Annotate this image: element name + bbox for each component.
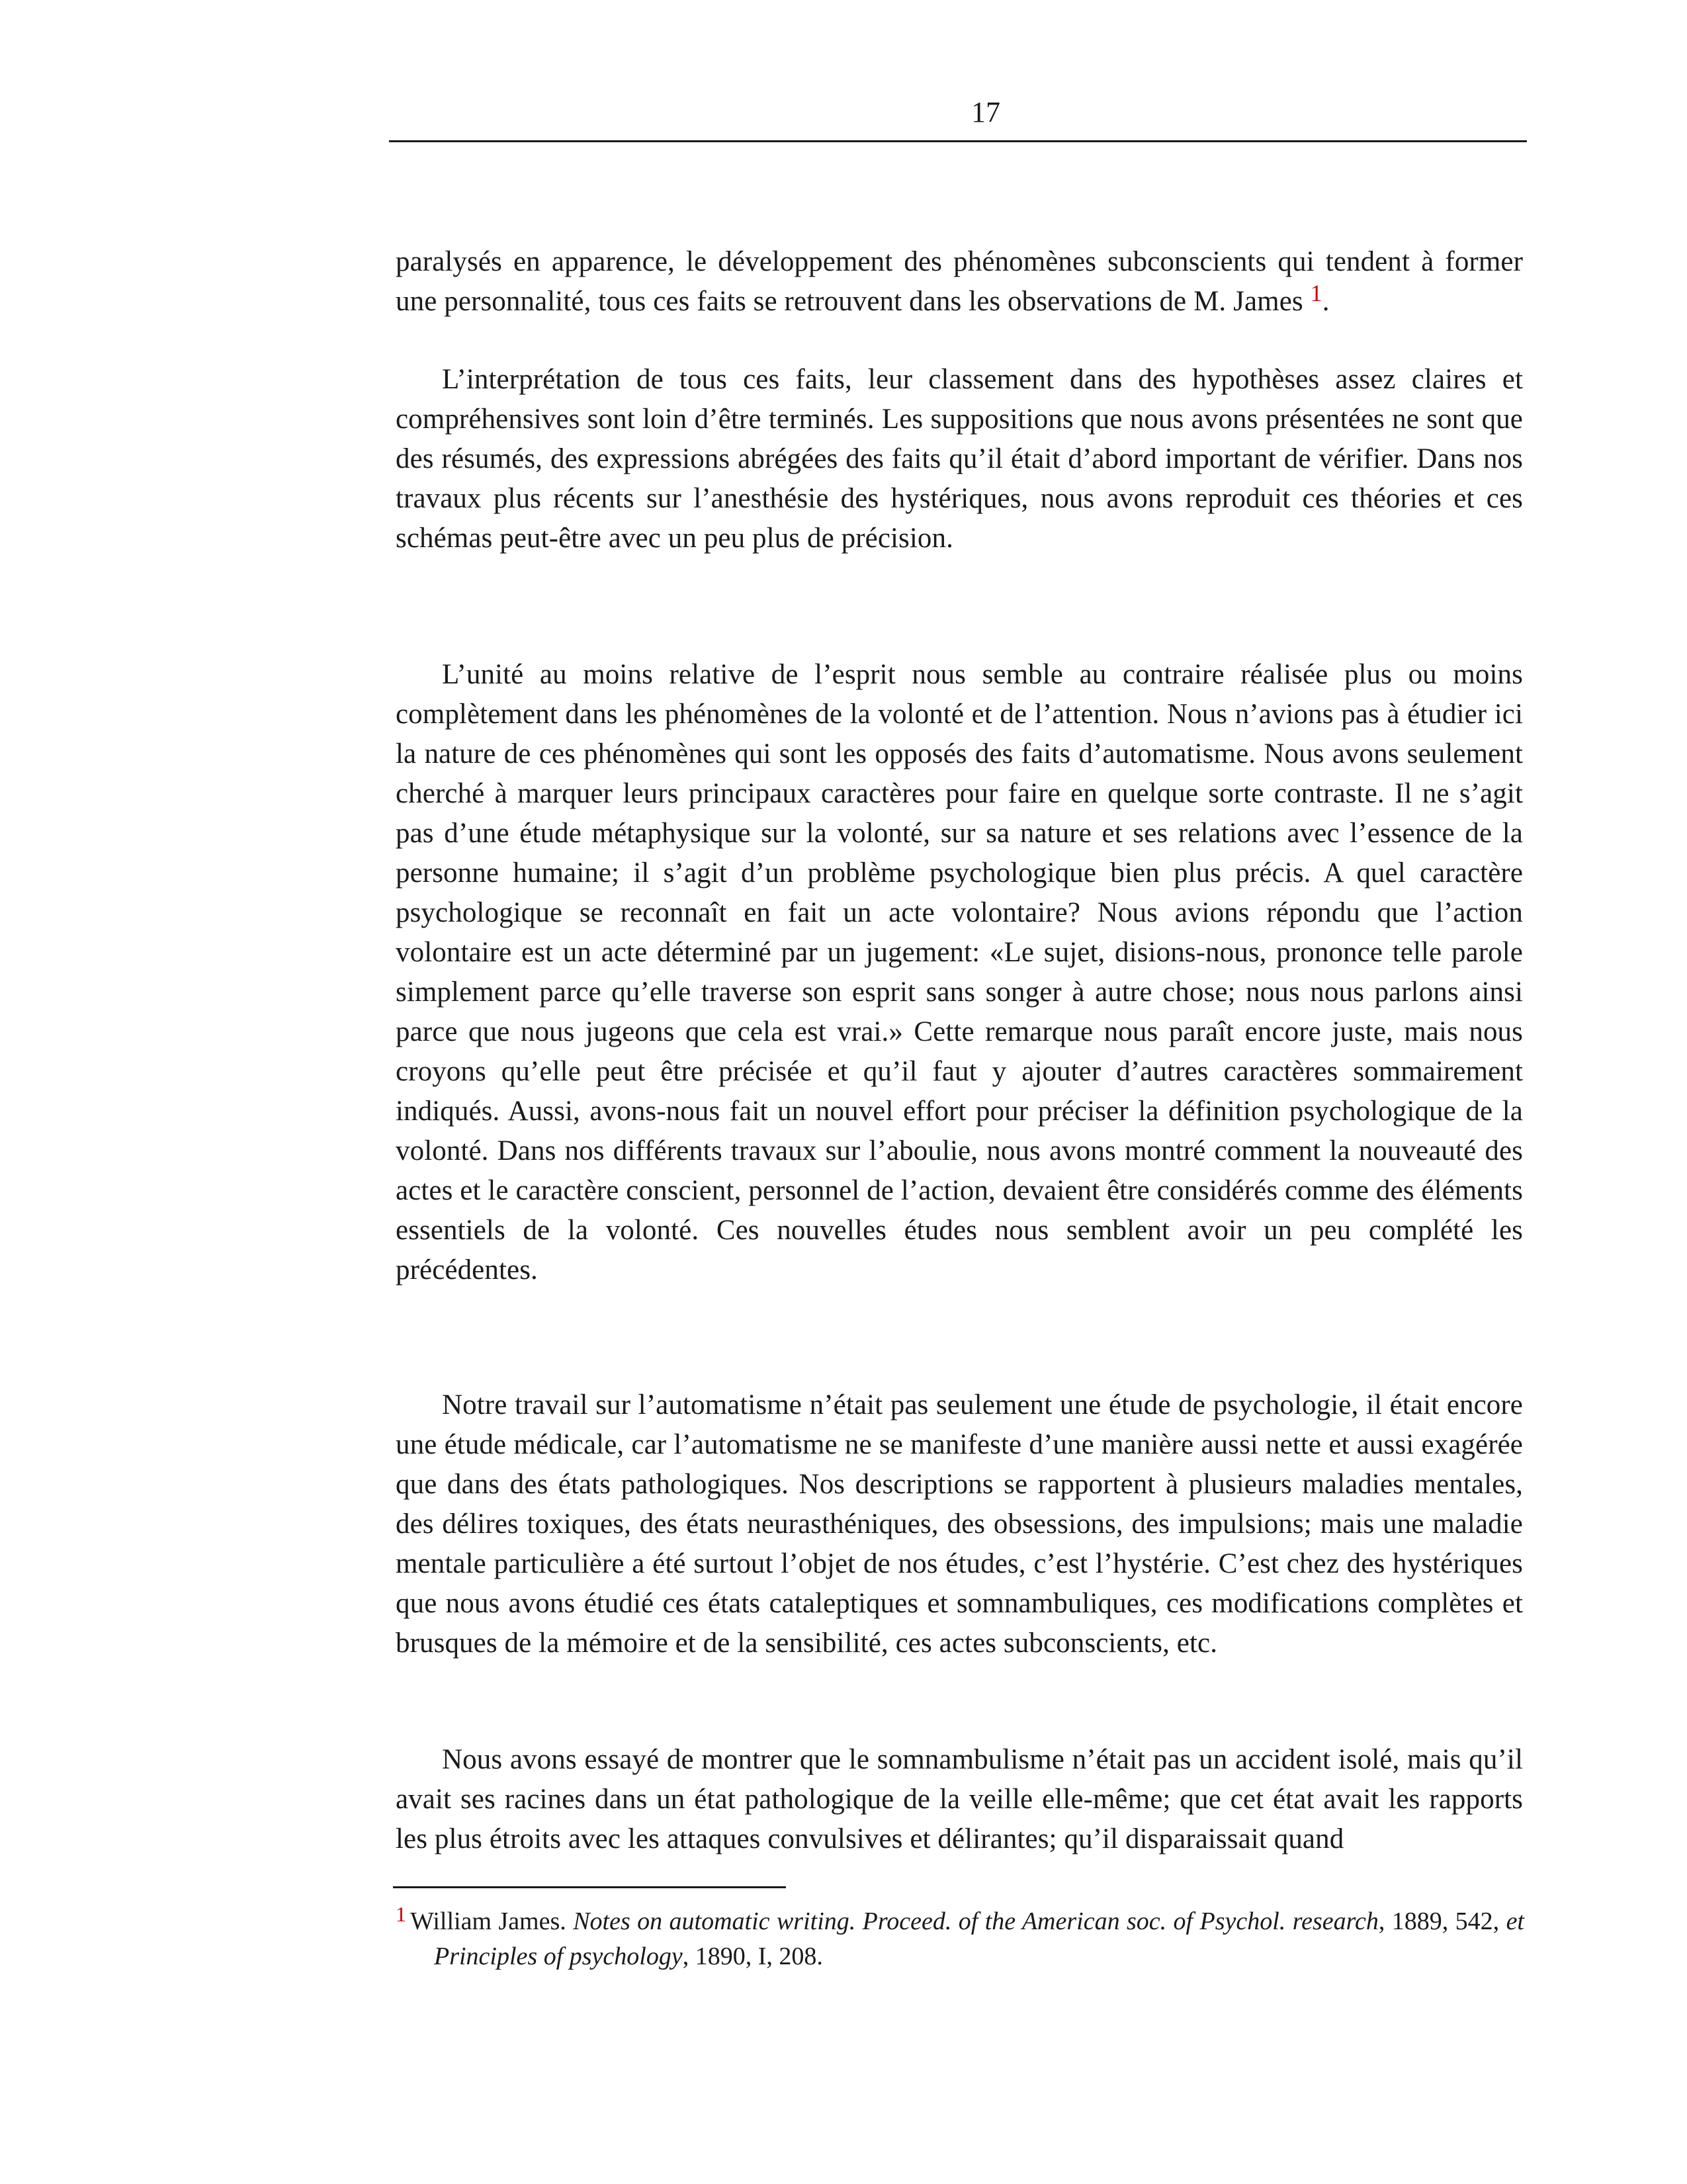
footnote-reference[interactable]: 1 <box>1310 280 1322 306</box>
paragraph-text: paralysés en apparence, le développement des phénomènes subconscients qui tendent à former une personnalité, tous ces faits se retrouvent dans les observations de M. James <box>396 246 1523 317</box>
footnote-mark: 1 <box>396 1902 406 1926</box>
paragraph-end: . <box>1322 286 1330 317</box>
page-number: 17 <box>971 96 1000 128</box>
footnote <box>396 1904 1524 1974</box>
header-rule <box>389 140 1527 142</box>
paragraph-somnambulisme: Nous avons essayé de montrer que le somnambulisme n’était pas un accident isolé, mais qu’il avait ses racines dans un état pathologique de la veille elle-même; que cet état avait les rapports les plus étroits avec les attaques convulsives et délirantes; qu’il disparaissait quand <box>396 1744 1523 1855</box>
footnote-second-title: et Principles of psychology <box>434 1907 1524 1970</box>
footnote-mid: , 1889, 542, <box>1378 1907 1506 1935</box>
footnote-rule <box>393 1886 786 1888</box>
paragraph-interpretation: L’interprétation de tous ces faits, leur classement dans des hypothèses assez claires et compréhensives sont loin d’être terminés. Les suppositions que nous avons présentées ne sont que des résumés, des expressions abrégées des faits qu’il était d’abord important de vérifier. Dans nos travaux plus récents sur l’anesthésie des hystériques, nous avons reproduit ces théories et ces schémas peut-être avec un peu plus de précision. <box>396 364 1523 554</box>
paragraph-unite: L’unité au moins relative de l’esprit nous semble au contraire réalisée plus ou moins complètement dans les phénomènes de la volonté et de l’attention. Nous n’avions pas à étudier ici la nature de ces phénomènes qui sont les opposés des faits d’automatisme. Nous avons seulement cherché à marquer leurs principaux caractères pour faire en quelque sorte contraste. Il ne s’agit pas d’une étude métaphysique sur la volonté, sur sa nature et ses relations avec l’essence de la personne humaine; il s’agit d’un problème psychologique bien plus précis. A quel caractère psychologique se reconnaît en fait un acte volontaire? Nous avions répondu que l’action volontaire est un acte déterminé par un jugement: «Le sujet, disions-nous, prononce telle parole simplement parce qu’elle traverse son esprit sans songer à autre chose; nous nous parlons ainsi parce que nous jugeons que cela est vrai.» Cette remarque nous paraît encore juste, mais nous croyons qu’elle peut être précisée et qu’il faut y ajouter d’autres caractères sommairement indiqués. Aussi, avons-nous fait un nouvel effort pour préciser la définition psychologique de la volonté. Dans nos différents travaux sur l’aboulie, nous avons montré comment la nouveauté des actes et le caractère conscient, personnel de l’action, devaient être considérés comme des éléments essentiels de la volonté. Ces nouvelles études nous semblent avoir un peu complété les précédentes. <box>396 659 1524 1286</box>
footnote-end: , 1890, I, 208. <box>682 1943 823 1970</box>
footnote-title: Notes on automatic writing. Proceed. of the American soc. of Psychol. research <box>573 1907 1379 1935</box>
paragraph-travail: Notre travail sur l’automatisme n’était pas seulement une étude de psychologie, il était encore une étude médicale, car l’automatisme ne se manifeste d’une manière aussi nette et aussi exagérée que dans des états pathologiques. Nos descriptions se rapportent à plusieurs maladies mentales, des délires toxiques, des états neurasthéniques, des obsessions, des impulsions; mais une maladie mentale particulière a été surtout l’objet de nos études, c’est l’hystérie. C’est chez des hystériques que nous avons étudié ces états cataleptiques et somnambuliques, ces modifications complètes et brusques de la mémoire et de la sensibilité, ces actes subconscients, etc. <box>396 1389 1523 1659</box>
paragraph-continued <box>396 242 1523 322</box>
footnote-author: William James. <box>410 1907 574 1935</box>
